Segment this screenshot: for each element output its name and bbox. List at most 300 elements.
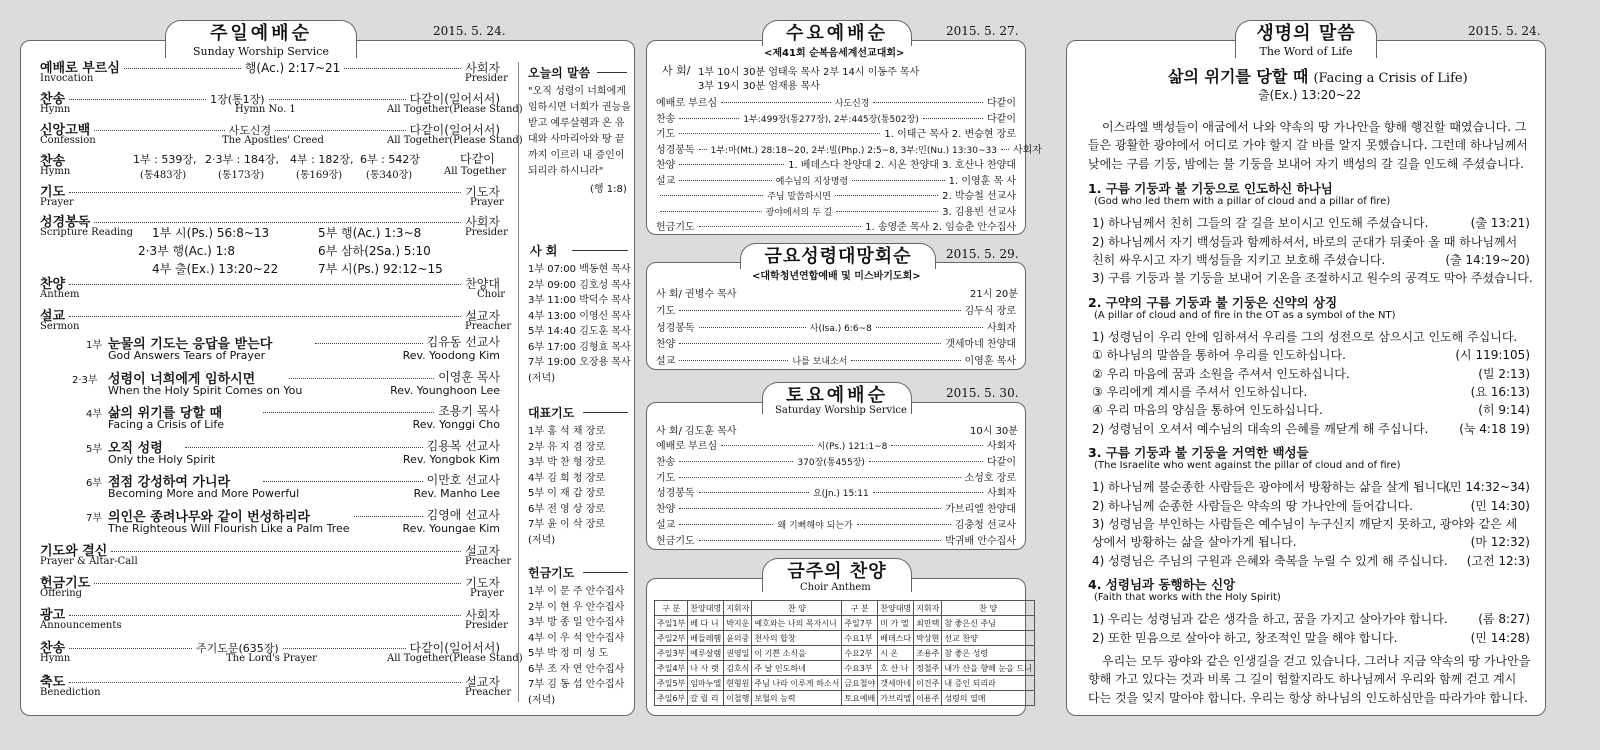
anthem-cell: 갯세마네 [878, 676, 914, 691]
order-label: 성경봉독 [656, 144, 695, 156]
sermon-preacher: 김영애 선교사 [426, 507, 500, 522]
leader-dots [679, 360, 788, 361]
offering-prayer-title: 헌금기도 [528, 566, 575, 580]
order-row [656, 500, 1016, 515]
section-item: 2) 성령님이 오셔서 예수님의 대속의 은혜를 깨닫게 해 주십니다. [1092, 421, 1429, 436]
leader-dots [891, 445, 983, 446]
anthem-header: 찬양대명 [878, 601, 914, 616]
anthem-table [654, 600, 1035, 706]
order-person: 3. 김용빈 선교사 [942, 206, 1017, 218]
section-item: 1) 하나님께서 친히 그들의 갈 길을 보이시고 인도해 주셨습니다. [1092, 216, 1429, 231]
friday-title: 금요성령대망회순 [764, 246, 912, 267]
anthem-cell: 미 가 엘 [878, 616, 914, 631]
wednesday-title: 수요예배순 [786, 23, 888, 44]
scripture-reference: (빌 2:13) [1478, 366, 1530, 381]
today-word-ref: (행 1:8) [590, 184, 627, 195]
anthem-cell: 가브리엘 [878, 691, 914, 706]
anthem-header: 구 분 [655, 601, 688, 616]
anthem-header: 찬양대명 [688, 601, 724, 616]
order-person: 김두식 장로 [964, 306, 1016, 317]
anthem-cell: 내가 산을 향해 눈을 드니 [942, 661, 1034, 676]
anthem-cell: 정철주 [914, 661, 942, 676]
anthem-cell: 내 증인 되리라 [942, 676, 1034, 691]
scripture-reference: (눅 4:18 19) [1459, 421, 1530, 436]
sermon-title-en: When the Holy Spirit Comes on You [108, 383, 303, 397]
order-announcements: 광고 사회자 [40, 608, 500, 623]
order-row [656, 141, 1042, 156]
order-row [656, 352, 1016, 367]
leader-dots [660, 195, 763, 196]
word-heading: 삶의 위기를 당할 때 (Facing a Crisis of Life) [1168, 67, 1468, 86]
order-person: 박귀배 안수집사 [945, 535, 1016, 547]
sermon-title-en: God Answers Tears of Prayer [108, 349, 266, 362]
today-word-title: 오늘의 말씀 [528, 66, 591, 80]
order-content: 광야에서의 두 길 [765, 207, 833, 218]
leader-dots [679, 118, 739, 119]
wednesday-date: 2015. 5. 27. [946, 24, 1019, 38]
order-label: 성경봉독 [656, 488, 695, 500]
today-word-line: 임하시면 너희가 권능을 [528, 102, 631, 113]
leader-dots [679, 461, 793, 462]
section-item: 2) 또한 믿음으로 살아야 하고, 창조적인 말을 해야 합니다. [1092, 630, 1398, 645]
today-word-line: 까지 이르러 내 증인이 [528, 150, 625, 161]
presider-item: 3부 11:00 박덕수 목사 [528, 295, 631, 306]
saturday-title: 토요예배순 [786, 385, 888, 406]
section-heading-en: (The Israelite who went against the pillar of cloud and of fire) [1094, 460, 1401, 472]
order-row [656, 469, 1016, 484]
sermon-preacher-en: Rev. Yoodong Kim [402, 349, 500, 362]
sermon-preacher: 이영훈 목사 [438, 369, 500, 384]
order-altar-call: 기도와 결신 설교자 [40, 544, 500, 559]
order-row [656, 335, 1016, 350]
order-label: 설교 [656, 175, 676, 187]
saturday-subtitle: Saturday Worship Service [775, 405, 907, 416]
order-label: 설교 [656, 355, 676, 367]
anthem-cell: 수요1부 [842, 631, 878, 646]
anthem-row [655, 691, 1035, 706]
offering-prayer-item: 7부 김 동 섭 안수집사 [528, 679, 625, 690]
leader-dots [354, 516, 423, 517]
rep-prayer-item: 1부 홍 석 채 장로 [528, 426, 606, 437]
order-label: 기도 [656, 306, 676, 317]
scripture-reference: (히 9:14) [1478, 403, 1530, 418]
anthem-cell: 조용주 [914, 646, 942, 661]
anthem-cell: 토요예배 [842, 691, 878, 706]
sermon-preacher-en: Rev. Manho Lee [413, 487, 500, 500]
sermon-preacher: 김용복 선교사 [426, 438, 500, 453]
order-label: 찬송 [656, 113, 676, 125]
order-row [656, 516, 1016, 531]
anthem-cell: 주일1부 [655, 616, 688, 631]
leader-dots [835, 195, 938, 196]
intro-line: 낮에는 구름 기둥, 밤에는 불 기둥을 보내어 자기 백성의 갈 길을 인도해 주셨습니다. [1088, 156, 1524, 171]
sermon-title-en: Facing a Crisis of Life [108, 418, 225, 431]
order-person: 가브리엘 찬양대 [945, 504, 1016, 516]
section-item: 4) 성령님은 주님의 구원과 은혜와 축복을 누릴 수 있게 해 주십니다. [1092, 553, 1448, 568]
leader-dots [679, 180, 771, 181]
sermon-part: 4부 [86, 409, 103, 420]
order-row [656, 125, 1016, 140]
word-reference: 출(Ex.) 13:20~22 [1258, 88, 1362, 102]
order-person: 소성호 장로 [964, 472, 1016, 484]
sunday-subtitle: Sunday Worship Service [193, 45, 329, 58]
today-word-line: 되리라 하시니라" [528, 166, 604, 177]
order-person: 1. 이태근 목사 2. 변승현 장로 [884, 129, 1016, 140]
leader-dots [660, 211, 762, 212]
leader-dots [857, 524, 951, 525]
order-row [656, 532, 1016, 547]
order-label: 예배로 부르심 [656, 98, 718, 109]
offering-prayer-item: 2부 이 현 우 안수집사 [528, 601, 625, 613]
leader-dots [873, 102, 983, 103]
order-person: 사회자 [987, 488, 1017, 500]
leader-dots [679, 310, 960, 311]
section-item: ③ 우리에게 계시를 주셔서 인도하십니다. [1092, 385, 1308, 399]
order-content: 왜 기뻐해야 되는가 [777, 521, 853, 531]
intro-line: 들은 광활한 광야에서 어디로 가야 할지 갈 바를 알지 못했습니다. 그런데 하나님께서 [1088, 138, 1528, 153]
presider-item: 5부 14:40 김도훈 목사 [528, 326, 631, 337]
today-word-line: "오직 성령이 너희에게 [528, 86, 626, 97]
order-label: 성경봉독 [656, 322, 695, 334]
order-person: 사회자 [1012, 144, 1042, 156]
scripture-reference: (출 14:19~20) [1445, 253, 1530, 267]
anthem-cell: 최만택 [914, 616, 942, 631]
leader-dots [679, 477, 960, 478]
order-row [656, 172, 1016, 187]
order-label: 찬양 [656, 160, 676, 171]
sermon-title-en: Becoming More and More Powerful [108, 487, 300, 500]
anthem-cell: 김호식 [724, 661, 752, 676]
sunday-title-tab [165, 20, 357, 58]
order-row [656, 453, 1016, 468]
anthem-cell: 베들레헴 [688, 631, 724, 646]
leader-dots [851, 360, 960, 361]
order-hymn-3: 찬송 주기도문(635장) 다같이(일어서서) [40, 641, 501, 656]
anthem-cell: 천사의 합창 [752, 631, 842, 646]
anthem-cell: 베 다 니 [688, 616, 724, 631]
anthem-cell: 수요3부 [842, 661, 878, 676]
order-hymn-1: 찬송 1장(통1장) 다같이(일어서서) [40, 92, 501, 107]
order-row [656, 218, 1016, 233]
today-word-line: 받고 예루살렘과 온 유 [528, 118, 625, 129]
section-item: 1) 우리는 성령님과 같은 생각을 하고, 꿈을 가지고 살아가야 합니다. [1092, 612, 1448, 627]
anthem-cell: 주 날 인도하네 [752, 661, 842, 676]
sermon-preacher-en: Rev. Yongbok Kim [402, 452, 500, 466]
order-label: 찬양 [656, 339, 676, 350]
anthem-cell: 수요2부 [842, 646, 878, 661]
leader-dots [679, 164, 784, 165]
word-date: 2015. 5. 24. [1468, 24, 1541, 38]
anthem-row [655, 676, 1035, 691]
anthem-cell: 윤의중 [724, 631, 752, 646]
word-title: 생명의 말씀 [1256, 23, 1356, 44]
leader-dots [679, 343, 941, 344]
leader-dots [873, 492, 983, 493]
sermon-title: 눈물의 기도는 응답을 받는다 [108, 337, 273, 352]
scripture-reference: (시 119:105) [1455, 348, 1530, 363]
order-person: 이영훈 목사 [964, 355, 1016, 367]
order-label: 찬양 [656, 504, 676, 516]
sermon-preacher-en: Rev. Yonggi Cho [412, 418, 500, 431]
presider-item: 4부 13:00 이영신 목사 [528, 310, 631, 322]
leader-dots [679, 508, 941, 509]
order-content: 1부:499장(통277장), 2부:445장(통502장) [743, 114, 919, 125]
order-label: 설교 [656, 520, 676, 531]
anthem-cell: 권영일 [724, 646, 752, 661]
sermon-title-en: Only the Holy Spirit [108, 452, 216, 466]
anthem-cell: 임마누엘 [688, 676, 724, 691]
sermon-part: 5부 [86, 443, 103, 455]
outro-line: 우리는 모두 광야와 같은 인생길을 걷고 있습니다. 그러나 지금 약속의 땅 가나안을 [1102, 654, 1531, 668]
anthem-cell: 주일7부 [842, 616, 878, 631]
anthem-cell: 주일6부 [655, 691, 688, 706]
section-item: ② 우리 마음에 꿈과 소원을 주셔서 인도하십니다. [1092, 366, 1350, 381]
scripture-reference: (민 14:28) [1470, 630, 1530, 645]
rep-prayer-item: 4부 김 희 청 장로 [528, 472, 606, 484]
order-person: 1. 송영준 목사 2. 임승춘 안수집사 [865, 222, 1016, 233]
order-row [656, 203, 1016, 218]
anthem-cell: 보혈의 능력 [752, 691, 842, 706]
offering-prayer-item: 5부 박 정 미 성 도 [528, 648, 609, 659]
presider-rule [572, 250, 628, 251]
leader-dots [263, 481, 423, 482]
leader-dots [721, 445, 813, 446]
anthem-cell: 나 사 렛 [688, 661, 724, 676]
sunday-date: 2015. 5. 24. [433, 24, 506, 38]
rep-prayer-item: (저녁) [528, 534, 556, 546]
order-person: 1. 베데스다 찬양대 2. 시온 찬양대 3. 호산나 찬양대 [788, 160, 1016, 171]
leader-dots [1001, 149, 1009, 150]
order-label: 찬송 [656, 456, 676, 468]
section-item: 2) 하나님께 순종한 사람들은 약속의 땅 가나안에 들어갑니다. [1092, 498, 1414, 513]
order-row [656, 484, 1016, 499]
anthem-header: 찬 양 [752, 601, 842, 616]
section-item: 3) 성령님을 부인하는 사람들은 예수님이 누구신지 깨닫지 못하고, 광야와 같은 세 [1092, 517, 1518, 531]
section-item: 상에서 방황하는 삶을 살아가게 됩니다. [1092, 535, 1297, 550]
anthem-cell: 현형원 [724, 676, 752, 691]
order-label: 헌금기도 [656, 222, 695, 233]
presider-title: 사 회 [530, 244, 558, 258]
scripture-reference: (출 13:21) [1470, 216, 1530, 231]
order-offering: 헌금기도 기도자 [40, 576, 500, 591]
order-row [656, 94, 1016, 109]
sermon-preacher-en: Rev. Youngae Kim [402, 521, 500, 535]
friday-date: 2015. 5. 29. [946, 247, 1019, 261]
leader-dots [185, 447, 423, 448]
anthem-header: 찬 양 [942, 601, 1034, 616]
order-content: 주님 말씀하시면 [767, 192, 831, 202]
leader-dots [721, 102, 831, 103]
section-heading: 3. 구름 기둥과 불 기둥을 거역한 백성들 [1088, 445, 1309, 461]
order-person: 갯세마네 찬양대 [945, 339, 1016, 350]
order-person: 김충청 선교사 [954, 520, 1016, 531]
anthem-cell: 이용주 [914, 691, 942, 706]
scripture-reference: (민 14:32~34) [1445, 480, 1530, 495]
sermon-part: 7부 [86, 512, 103, 524]
anthem-row [655, 661, 1035, 676]
offering-prayer-item: 6부 조 자 연 안수집사 [528, 663, 625, 675]
rep-prayer-rule [583, 412, 628, 413]
word-title-tab [1235, 20, 1377, 58]
outro-line: 향해 가고 있다는 것과 비록 그 길이 험할지라도 하나님께서 우리와 함께 걷고 계시 [1088, 672, 1517, 687]
offering-prayer-rule [583, 572, 628, 573]
rep-prayer-item: 3부 박 찬 형 장로 [528, 457, 606, 468]
rep-prayer-item: 5부 이 재 갑 장로 [528, 488, 606, 499]
order-content: 예수님의 지상명령 [775, 176, 849, 187]
leader-dots [869, 461, 983, 462]
anthem-cell: 호 산 나 [878, 661, 914, 676]
scripture-reference: (민 14:30) [1470, 498, 1530, 513]
presider-item: 6부 17:00 김형효 목사 [528, 341, 631, 353]
rep-prayer-item: 7부 윤 이 삭 장로 [528, 519, 606, 530]
order-person: 다같이 [987, 456, 1016, 468]
presider-item: 1부 07:00 백동현 목사 [528, 264, 631, 275]
leader-dots [876, 327, 983, 328]
presider-item: 2부 09:00 김호성 목사 [528, 279, 631, 291]
order-prayer: 기도 기도자 [40, 185, 500, 200]
sermon-title: 성령이 너희에게 임하시면 [108, 371, 256, 387]
leader-dots [852, 180, 944, 181]
presider-item: (저녁) [528, 372, 556, 384]
anthem-cell: 이건주 [914, 676, 942, 691]
order-invocation: 예배로 부르심 행(Ac.) 2:17~21 사회자 [40, 61, 501, 76]
anthem-cell: 박지운 [724, 616, 752, 631]
order-person: 2. 박승철 선교사 [942, 191, 1016, 202]
scripture-reference: (마 12:32) [1470, 535, 1530, 550]
anthem-cell: 이철행 [724, 691, 752, 706]
sermon-title: 오직 성령 [108, 440, 163, 456]
leader-dots [699, 492, 809, 493]
anthem-cell: 선교 찬양 [942, 631, 1034, 646]
sermon-title: 점점 강성하여 가니라 [108, 475, 231, 490]
order-row [656, 156, 1016, 171]
order-person: 다같이 [987, 98, 1016, 109]
section-heading: 2. 구약의 구름 기둥과 불 기둥은 신약의 상징 [1088, 294, 1338, 310]
order-person: 다같이 [987, 113, 1016, 125]
section-item: ④ 우리 마음의 양심을 통하여 인도하십니다. [1092, 403, 1323, 418]
order-label: 기도 [656, 129, 676, 140]
offering-prayer-item: (저녁) [528, 694, 556, 706]
anthem-row [655, 646, 1035, 661]
anthem-cell: 갈 릴 리 [688, 691, 724, 706]
anthem-cell: 참 좋은 성령 [942, 646, 1034, 661]
scripture-reference: (롬 8:27) [1478, 612, 1530, 627]
order-scripture: 성경봉독 사회자 [40, 215, 500, 230]
outro-line: 다는 것을 잊지 말아야 합니다. 우리는 항상 하나님의 인도하심만을 따라가야 합니다. [1088, 690, 1528, 705]
sermon-preacher: 이만호 선교사 [426, 473, 500, 487]
leader-dots [923, 118, 983, 119]
anthem-row [655, 616, 1035, 631]
order-benediction: 축도 설교자 [40, 675, 500, 690]
anthem-cell: 참 좋은신 주님 [942, 616, 1034, 631]
anthem-cell: 주일5부 [655, 676, 688, 691]
order-content: 나를 보내소서 [792, 356, 848, 367]
leader-dots [836, 211, 938, 212]
scripture-reference: (고전 12:3) [1466, 553, 1530, 568]
anthem-cell: 금요철야 [842, 676, 878, 691]
order-label: 헌금기도 [656, 535, 695, 547]
order-row [656, 187, 1016, 202]
order-content: 요(Jn.) 15:11 [812, 489, 869, 500]
anthem-cell: 예루살렘 [688, 646, 724, 661]
leader-dots [263, 412, 434, 413]
side-divider [518, 62, 519, 702]
order-person: 사회자 [987, 441, 1017, 452]
order-label: 기도 [656, 472, 676, 484]
order-content: 사(Isa.) 6:6~8 [809, 323, 872, 334]
wednesday-subtitle: <제41회 순복음세계선교대회> [764, 48, 905, 59]
leader-dots [699, 149, 707, 150]
presider-item: 7부 19:00 오장용 목사 [528, 357, 631, 368]
order-content: 1부:마(Mt.) 28:18~20, 2부:빌(Php.) 2:5~8, 3부:민(Nu.) 13:30~33 [710, 145, 997, 156]
section-heading: 1. 구름 기둥과 불 기둥으로 인도하신 하나님 [1088, 181, 1333, 197]
sermon-preacher-en: Rev. Younghoon Lee [390, 383, 500, 397]
anthem-cell: 주일3부 [655, 646, 688, 661]
scripture-reference: (요 16:13) [1470, 385, 1530, 399]
today-word-rule [597, 72, 627, 73]
anthem-title: 금주의 찬양 [787, 561, 887, 582]
sermon-title: 의인은 종려나무와 같이 번성하리라 [108, 509, 310, 525]
section-heading-en: (A pillar of cloud and of fire in the OT as a symbol of the NT) [1094, 309, 1396, 321]
section-item: 친히 싸우시고 자기 백성들을 지키고 보호해 주셨습니다. [1092, 253, 1386, 267]
sermon-part: 6부 [86, 478, 103, 489]
order-label: 예배로 부르심 [656, 441, 718, 452]
anthem-cell: 주일4부 [655, 661, 688, 676]
order-content: 시(Ps.) 121:1~8 [816, 442, 888, 452]
saturday-date: 2015. 5. 30. [946, 386, 1019, 400]
order-row [656, 110, 1016, 125]
rep-prayer-item: 2부 유 지 겸 장로 [528, 441, 606, 453]
order-anthem: 찬양 찬양대 [40, 277, 500, 292]
order-row [656, 437, 1016, 452]
sunday-title: 주일예배순 [210, 23, 312, 44]
order-content: 370장(통455장) [797, 457, 865, 468]
anthem-cell: 이 기쁜 소식을 [752, 646, 842, 661]
friday-subtitle: <대학청년연합예배 및 미스바기도회> [752, 271, 921, 282]
leader-dots [699, 540, 942, 541]
word-subtitle: The Word of Life [1259, 45, 1353, 58]
anthem-cell: 성령의 열매 [942, 691, 1034, 706]
order-person: 사회자 [987, 322, 1016, 334]
sermon-preacher: 김유동 선교사 [426, 335, 500, 349]
anthem-header: 구 분 [842, 601, 878, 616]
intro-line: 이스라엘 백성들이 애굽에서 나와 약속의 땅 가나안을 향해 행진할 때였습니다. 그 [1102, 120, 1527, 134]
rep-prayer-title: 대표기도 [528, 406, 575, 420]
order-sermon: 설교 설교자 [40, 309, 500, 324]
section-heading-en: (God who led them with a pillar of cloud and a pillar of fire) [1094, 196, 1391, 208]
offering-prayer-item: 1부 이 문 주 안수집사 [528, 586, 625, 597]
leader-dots [315, 343, 423, 344]
section-item: 1) 성령님이 우리 안에 임하셔서 우리를 그의 성전으로 삼으시고 인도해 주십니다. [1092, 329, 1518, 344]
anthem-cell: 주님 나라 이루게 하소서 [752, 676, 842, 691]
today-word-line: 대와 사마리아와 땅 끝 [528, 134, 625, 145]
offering-prayer-item: 3부 방 종 일 안수집사 [528, 617, 625, 628]
anthem-cell: 예호와는 나의 목자시니 [752, 616, 842, 631]
order-row [656, 302, 1016, 317]
anthem-subtitle: Choir Anthem [800, 582, 871, 593]
section-item: ① 하나님의 말씀을 통하여 우리를 인도하십니다. [1092, 348, 1346, 363]
sermon-title: 삶의 위기를 당할 때 [108, 406, 223, 421]
section-item: 2) 하나님께서 자기 백성들과 함께하셔서, 바로의 군대가 뒤좇아 올 때 하나님께서 [1092, 234, 1518, 249]
leader-dots [679, 133, 880, 134]
order-row [656, 319, 1016, 334]
leader-dots [679, 524, 773, 525]
anthem-header: 지휘자 [724, 601, 752, 616]
anthem-cell: 시 온 [878, 646, 914, 661]
sermon-preacher: 조용기 목사 [438, 404, 500, 418]
sermon-part: 2·3부 [72, 374, 98, 386]
leader-dots [699, 327, 806, 328]
